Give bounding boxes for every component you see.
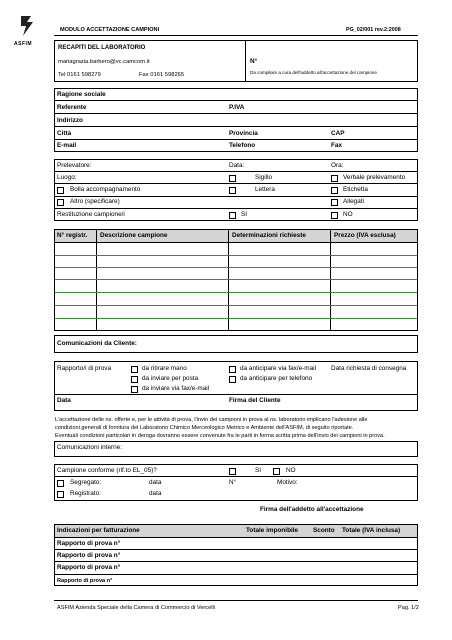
ant-fax-label: da anticipare via fax/e-mail [240,365,317,372]
acceptance-number-label: N° [250,58,258,65]
ant-fax-checkbox[interactable] [229,366,236,373]
samples-col-line [96,229,97,331]
telefono-label: Telefono [229,142,256,149]
posta-label: da inviare per posta [142,375,199,382]
ragione-sociale-label: Ragione sociale [57,91,106,98]
sample-row [55,305,417,306]
allegati-label: Allegati [343,198,364,205]
billing-rapporto-4: Rapporto di prova n° [57,578,113,584]
piva-label: P.IVA [229,104,245,111]
fax-email-checkbox[interactable] [131,386,138,393]
lab-fax: Fax 0161 598265 [139,72,185,78]
luogo-label: Luogo: [57,174,77,181]
client-row-line [54,100,418,101]
sampling-row-line [54,196,418,197]
etichetta-checkbox[interactable] [331,187,338,194]
sig-data-label: Data [57,397,71,404]
firma-cliente-label: Firma del Cliente [229,397,281,404]
sampling-row-line [54,171,418,172]
segregato-label: Segregato: [70,479,102,486]
restituzione-label: Restituzione campione/i [57,211,125,218]
ritirare-checkbox[interactable] [131,366,138,373]
form-title: MODULO ACCETTAZIONE CAMPIONI [60,27,160,33]
legal-line-1: L'accettazione delle ns. offerte e, per le attività di prova, l'invio dei campioni in prova al ns. laboratorio implicano l'adesione alle [55,417,368,423]
legal-line-2: condizioni generali di fornitura del Laboratorio Chimico Merceologico Metrico e Ambiente dell'ASFIM, di seguito riportate. [55,425,354,431]
sampling-row-line [54,183,418,184]
billing-rapporto-1: Rapporto di prova n° [57,540,121,547]
lab-title: RECAPITI DEL LABORATORIO [58,45,146,51]
logo-text: ASFIM [14,41,33,47]
samples-col-line [228,229,229,331]
citta-label: Città [57,130,72,137]
delivery-sig-line [54,394,418,395]
billing-col-totale: Totale (IVA inclusa) [342,527,401,534]
registrato-checkbox[interactable] [57,491,64,498]
conforme-si-checkbox[interactable] [229,468,236,475]
client-row-line [54,113,418,114]
fax-email-label: da inviare via fax/e-mail [142,385,210,392]
lab-tel: Tel 0161 598279 [58,72,101,78]
prelevatore-label: Prelevatore: [57,162,92,169]
firma-addetto-label: Firma dell'addetto all'accettazione [260,506,364,513]
ora-label: Ora: [331,162,344,169]
segregato-n: N° [229,479,237,486]
verbale-label: Verbale prelevamento [343,174,406,181]
client-row-line [54,139,418,140]
allegati-checkbox[interactable] [331,199,338,206]
data-label: Data: [229,162,245,169]
referente-label: Referente [57,104,87,111]
billing-col-sconto: Sconto [313,527,335,534]
verbale-checkbox[interactable] [331,175,338,182]
acceptance-note: Da compilare a cura dell'addetto all'accettazione del campione [250,70,377,75]
col-descrizione: Descrizione campione [100,232,168,239]
segregato-checkbox[interactable] [57,480,64,487]
lab-email: mariagrazia.barbero@vc.camcom.it [58,59,150,65]
col-registr: N° registr. [57,232,88,239]
lettera-label: Lettera [255,186,275,193]
restituzione-no-label: NO [343,211,353,218]
asfim-logo-icon [18,14,38,40]
bolla-checkbox[interactable] [57,187,64,194]
altro-checkbox[interactable] [57,199,64,206]
billing-rapporto-2: Rapporto di prova n° [57,552,121,559]
etichetta-label: Etichetta [343,186,368,193]
bolla-label: Bolla accompagnamento [70,186,141,193]
footer-rule [54,600,418,601]
billing-row-line [54,537,418,538]
samples-table [54,229,418,331]
billing-col-imponibile: Totale imponibile [246,527,299,534]
conforme-no-label: NO [286,467,296,474]
provincia-label: Provincia [229,130,258,137]
internal-row-line [54,476,418,477]
cap-label: CAP [331,130,345,137]
sample-row [55,318,417,319]
samples-col-line [330,229,331,331]
client-row-line [54,126,418,127]
ritirare-label: da ritirare mano [142,365,187,372]
asfim-logo [18,14,38,40]
lettera-checkbox[interactable] [229,187,236,194]
billing-row-line [54,574,418,575]
email-label: E-mail [57,142,77,149]
conforme-label: Campione conforme (rif.to EL_05)? [57,467,157,474]
billing-row-line [54,549,418,550]
footer-page: Pag. 1/2 [398,605,419,611]
billing-rapporto-3: Rapporto di prova n° [57,564,121,571]
data-consegna-label: Data richiesta di consegna [331,365,407,372]
rapporto-label: Rapporto/i di prova [57,365,111,372]
sigillo-checkbox[interactable] [229,175,236,182]
header-rule [54,35,418,36]
billing-col-indicazioni: Indicazioni per fatturazione [57,527,140,534]
segregato-data: data [149,479,162,486]
ant-tel-checkbox[interactable] [229,376,236,383]
restituzione-si-checkbox[interactable] [229,212,236,219]
form-code: PG_02/001 rev.2:2008 [346,27,401,33]
billing-row-line [54,561,418,562]
client-comms-label: Comunicazioni da Cliente: [57,340,137,347]
indirizzo-label: Indirizzo [57,117,83,124]
sample-row [55,292,417,293]
conforme-no-checkbox[interactable] [273,468,280,475]
registrato-data: data [149,490,162,497]
sample-row [55,279,417,280]
ant-tel-label: da anticipare per telefono [240,375,313,382]
sampling-row-line [54,208,418,209]
motivo-label: Motivo: [277,479,298,486]
internal-comms-label: Comunicazioni interne: [57,444,123,451]
col-determinazioni: Determinazioni richieste [232,232,306,239]
conforme-si-label: SI [255,467,262,474]
sigillo-label: Sigillo [255,174,273,181]
posta-checkbox[interactable] [131,376,138,383]
col-prezzo: Prezzo (IVA esclusa) [334,232,396,239]
altro-label: Altro (specificare) [70,198,120,205]
sample-row [55,255,417,256]
sample-row [55,267,417,268]
restituzione-no-checkbox[interactable] [331,212,338,219]
footer-left: ASFIM Azienda Speciale della Camera di Commercio di Vercelli [57,605,215,611]
samples-header-line [54,242,418,243]
registrato-label: Registrato: [70,490,101,497]
legal-line-3: Eventuali condizioni particolari in deroga dovranno essere convenute fra le parti in forma scritta prima dell'invio dei campioni in prova. [55,433,385,439]
lab-box-divider [245,40,246,82]
fax-label: Fax [331,142,343,149]
restituzione-si-label: SI [241,211,248,218]
